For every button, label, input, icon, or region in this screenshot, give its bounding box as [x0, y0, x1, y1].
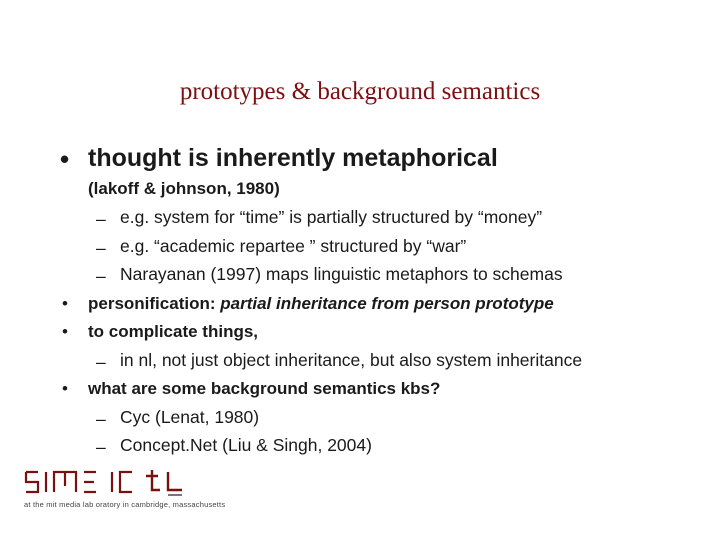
sub-bullet-time-money: e.g. system for “time” is partially structured by “money”: [120, 207, 543, 227]
logo-subtitle: at the mit media lab oratory in cambridge, massachusetts: [24, 500, 226, 509]
sub-bullet-repartee-war: e.g. “academic repartee ” structured by “war”: [120, 236, 467, 256]
slide-title: prototypes & background semantics: [179, 78, 541, 105]
sub-bullet-cyc: Cyc (Lenat, 1980): [120, 407, 260, 427]
bullet-glyph: •: [62, 322, 68, 341]
citation-line: (lakoff & johnson, 1980): [88, 179, 280, 198]
bullet-main-metaphorical: thought is inherently metaphorical: [88, 144, 498, 172]
sub-bullet-conceptnet: Concept.Net (Liu & Singh, 2004): [120, 435, 372, 455]
dash-glyph: –: [96, 409, 106, 429]
dash-glyph: –: [96, 238, 106, 258]
bullet-complicate: to complicate things,: [88, 322, 259, 341]
bullet-glyph: •: [62, 294, 68, 313]
personification-label: personification:: [88, 294, 216, 313]
lab-logo-graphic: [24, 466, 284, 500]
dash-glyph: –: [96, 352, 106, 372]
sub-bullet-nl-inheritance: in nl, not just object inheritance, but also system inheritance: [120, 350, 583, 370]
dash-glyph: –: [96, 266, 106, 286]
sub-bullet-narayanan: Narayanan (1997) maps linguistic metaphors to schemas: [120, 264, 563, 284]
bullet-personification: [88, 295, 554, 312]
bullet-glyph: •: [62, 379, 68, 398]
bullet-kbs: what are some background semantics kbs?: [88, 379, 441, 398]
personification-detail: partial inheritance from person prototype: [220, 294, 554, 313]
bullet-glyph: •: [60, 144, 70, 174]
dash-glyph: –: [96, 437, 106, 457]
dash-glyph: –: [96, 209, 106, 229]
